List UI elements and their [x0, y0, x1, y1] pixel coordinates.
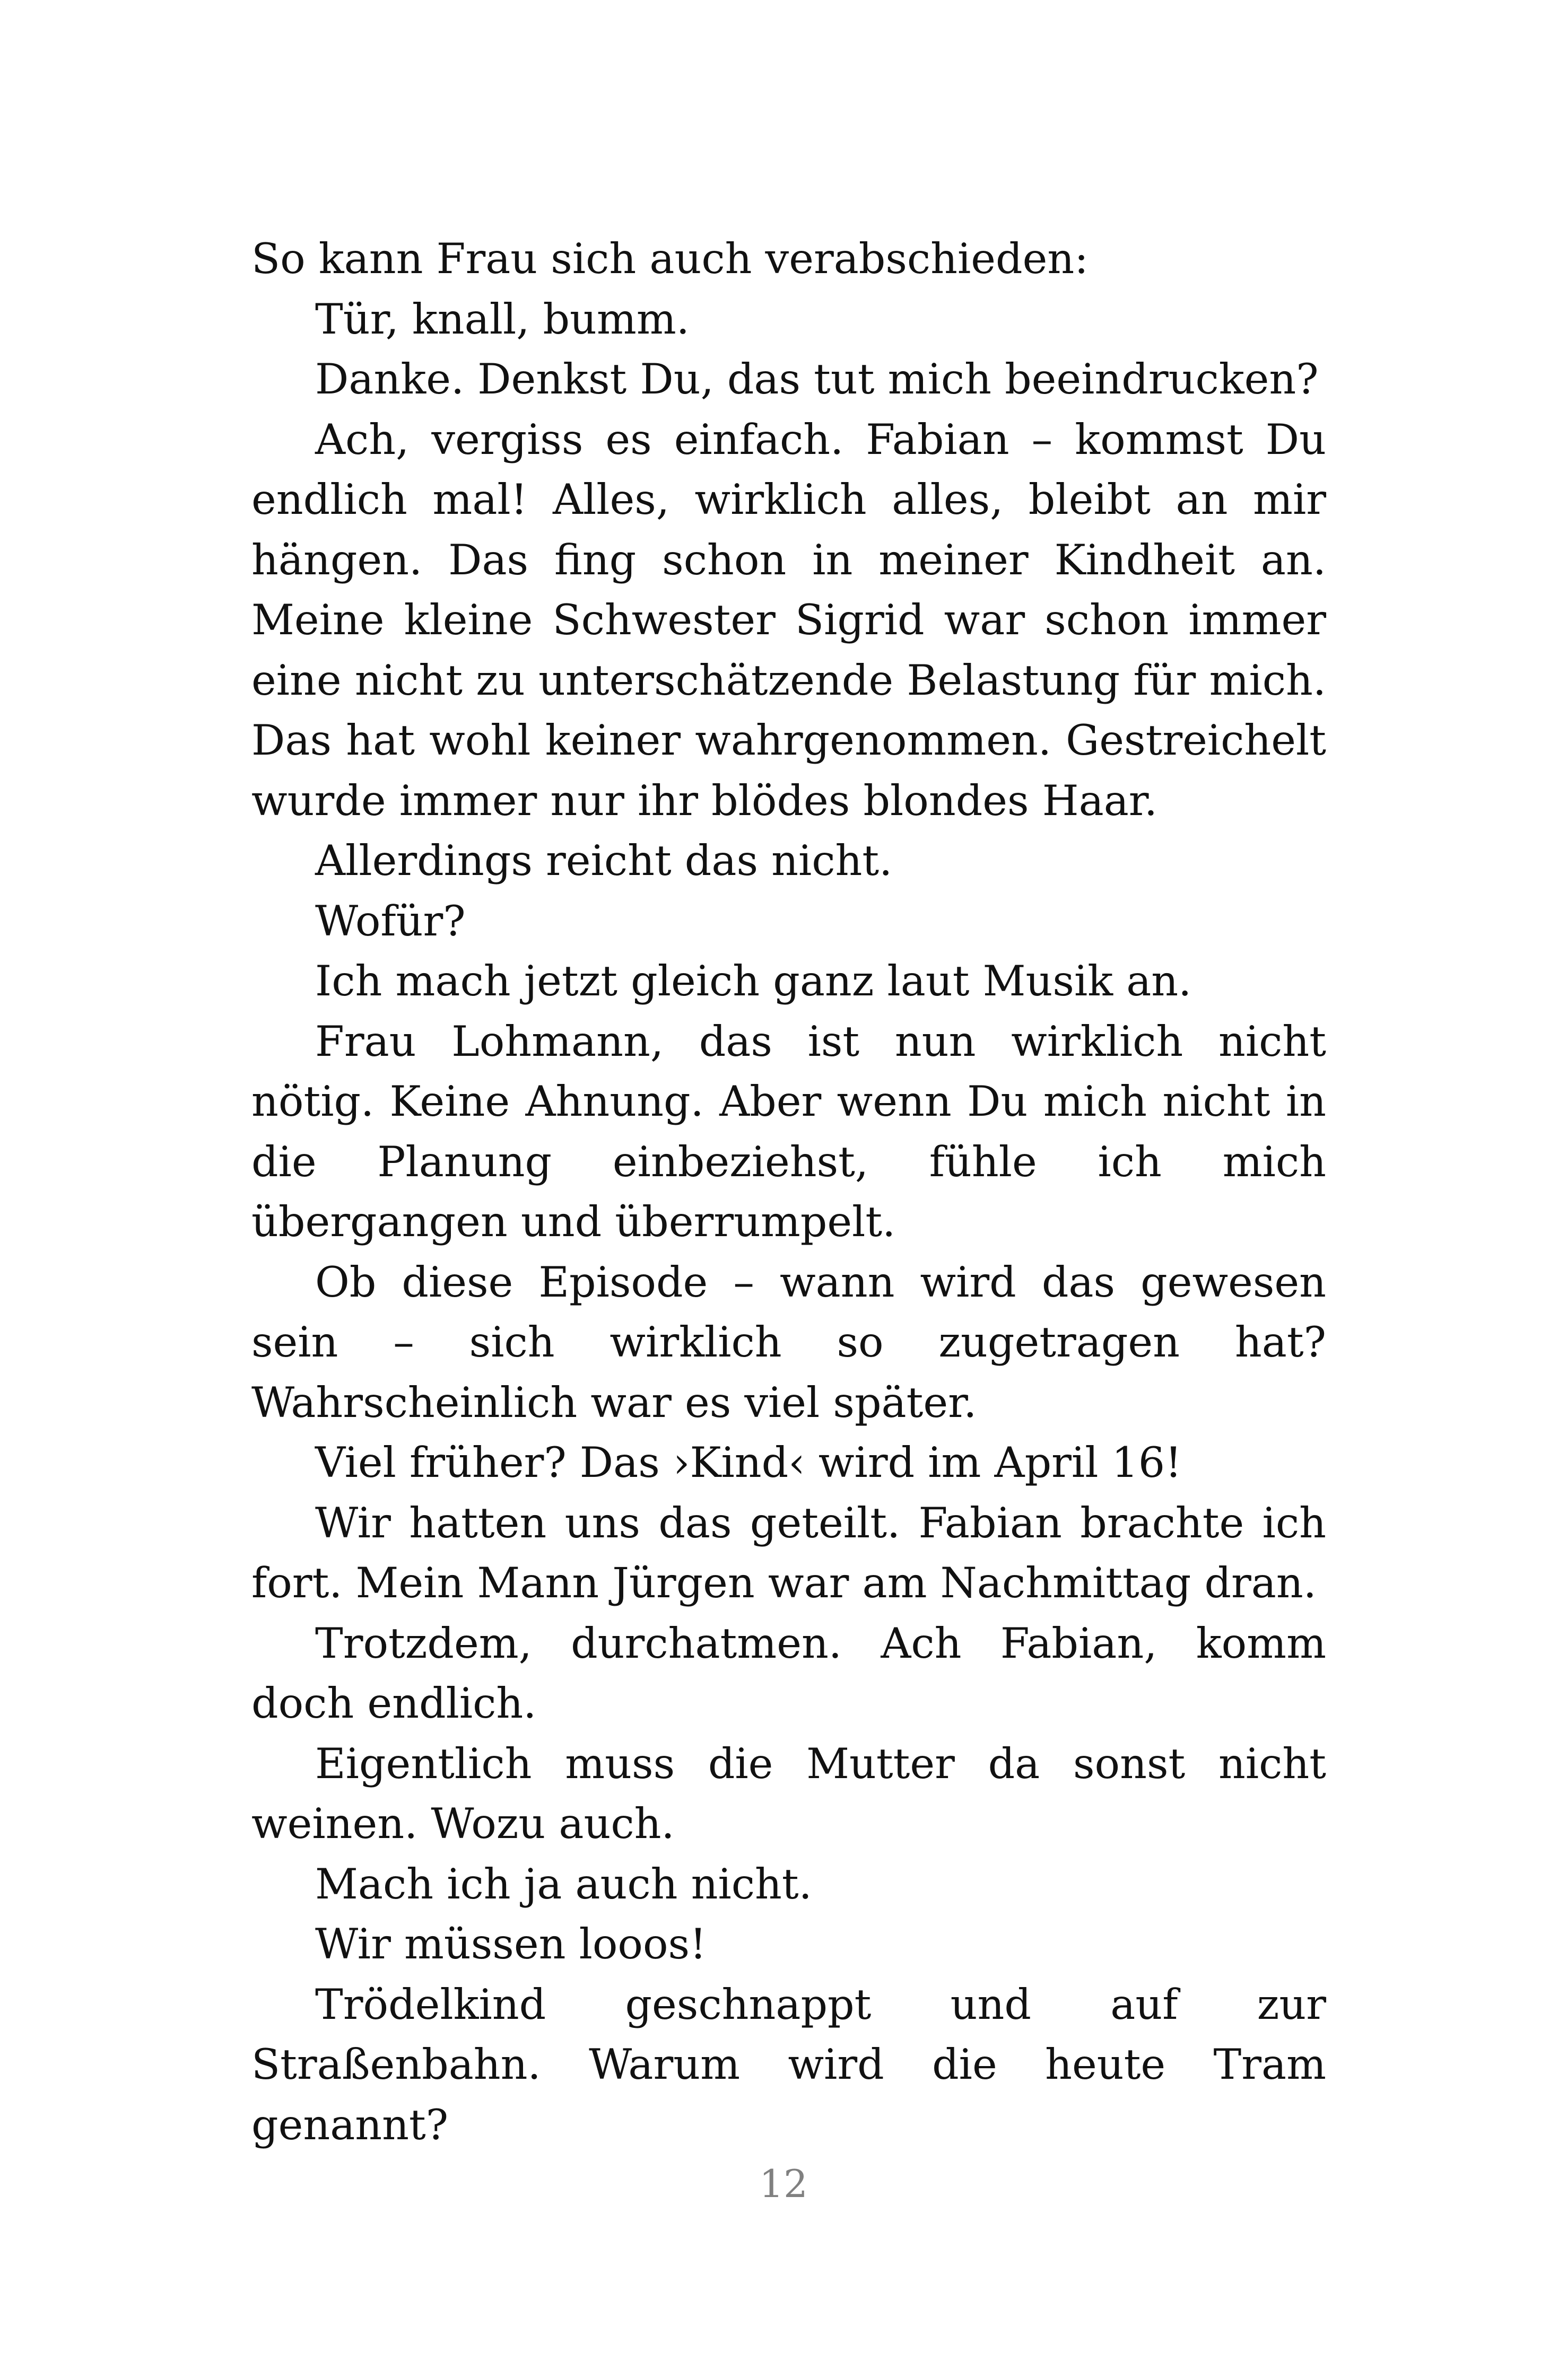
- paragraph: Tür, knall, bumm.: [315, 294, 690, 344]
- paragraph: Trotzdem, durchatmen. Ach Fabian, komm doch endlich.: [251, 1618, 1326, 1728]
- paragraph: Ach, vergiss es einfach. Fabian – kommst Du endlich mal! Alles, wirklich alles, bleibt an mir hängen. Das fing schon in meiner Kindheit an. Meine kleine Schwester Sigrid war schon immer eine nicht zu unterschätzende Belastung für mich. Das hat wohl keiner wahrgenommen. Gestreichelt wurde immer nur ihr blödes blondes Haar.: [251, 415, 1326, 825]
- paragraph: Eigentlich muss die Mutter da sonst nicht weinen. Wozu auch.: [251, 1739, 1326, 1848]
- paragraph: Trödelkind geschnappt und auf zur Straßenbahn. Warum wird die heute Tram genannt?: [251, 1980, 1326, 2149]
- paragraph: Viel früher? Das ›Kind‹ wird im April 16!: [315, 1438, 1182, 1487]
- paragraph: Mach ich ja auch nicht.: [315, 1859, 812, 1909]
- paragraph: So kann Frau sich auch verabschieden:: [251, 234, 1089, 283]
- paragraph: Allerdings reicht das nicht.: [315, 836, 893, 885]
- paragraph: Wir hatten uns das geteilt. Fabian brachte ich fort. Mein Mann Jürgen war am Nachmittag dran.: [251, 1498, 1326, 1607]
- paragraph: Ich mach jetzt gleich ganz laut Musik an.: [315, 957, 1192, 1005]
- paragraph: Wir müssen looos!: [315, 1920, 707, 1968]
- page-number: 12: [759, 2162, 808, 2206]
- paragraph: Wofür?: [315, 896, 466, 946]
- paragraph: Danke. Denkst Du, das tut mich beeindrucken?: [315, 355, 1319, 404]
- body-text: [251, 229, 1326, 2155]
- paragraph: Frau Lohmann, das ist nun wirklich nicht nötig. Keine Ahnung. Aber wenn Du mich nicht in die Planung einbeziehst, fühle ich mich übergangen und überrumpelt.: [251, 1017, 1326, 1246]
- paragraph: Ob diese Episode – wann wird das gewesen sein – sich wirklich so zugetragen hat? Wahrscheinlich war es viel später.: [251, 1257, 1326, 1427]
